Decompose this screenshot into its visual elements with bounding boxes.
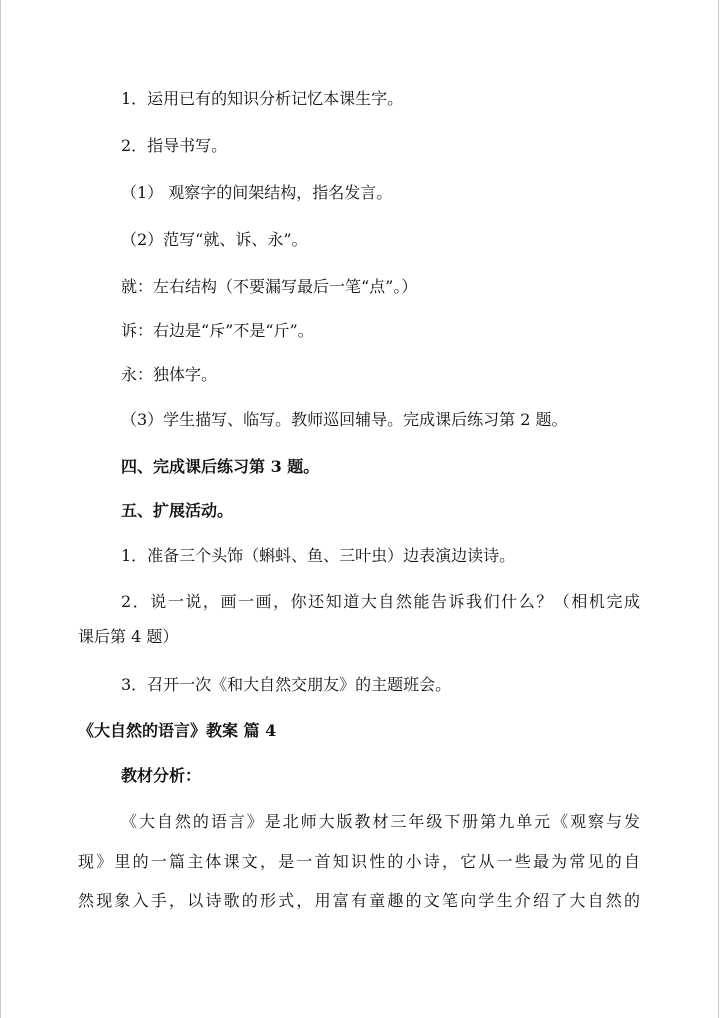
list-item: 就：左右结构（不要漏写最后一笔“点”。） [121,277,418,296]
list-item: 永：独体字。 [121,365,218,384]
section-title: 《大自然的语言》教案 篇 4 [78,721,277,740]
list-item-continuation: 课后第 4 题） [78,627,179,646]
list-item: 诉：右边是“斥”不是“斤”。 [121,321,314,340]
list-item: 1．运用已有的知识分析记忆本课生字。 [121,89,404,108]
paragraph-line: 《大自然的语言》是北师大版教材三年级下册第九单元《观察与发 [121,812,640,831]
list-item: （3）学生描写、临写。教师巡回辅导。完成课后练习第 2 题。 [121,410,568,429]
list-item: （1） 观察字的间架结构，指名发言。 [121,183,393,202]
paragraph-line: 然现象入手，以诗歌的形式，用富有童趣的文笔向学生介绍了大自然的 [78,891,640,910]
list-item-heading: 四、完成课后练习第 3 题。 [121,457,320,476]
subheading: 教材分析： [121,766,202,785]
list-item: 3．召开一次《和大自然交朋友》的主题班会。 [121,675,452,694]
list-item: （2）范写“就、诉、永”。 [121,230,308,249]
list-item: 1．准备三个头饰（蝌蚪、鱼、三叶虫）边表演边读诗。 [121,546,516,565]
list-item: 2．指导书写。 [121,136,228,155]
list-item-heading: 五、扩展活动。 [121,501,234,520]
paragraph-line: 现》里的一篇主体课文，是一首知识性的小诗，它从一些最为常见的自 [78,852,640,871]
list-item: 2．说一说，画一画，你还知道大自然能告诉我们什么？（相机完成 [121,592,640,611]
